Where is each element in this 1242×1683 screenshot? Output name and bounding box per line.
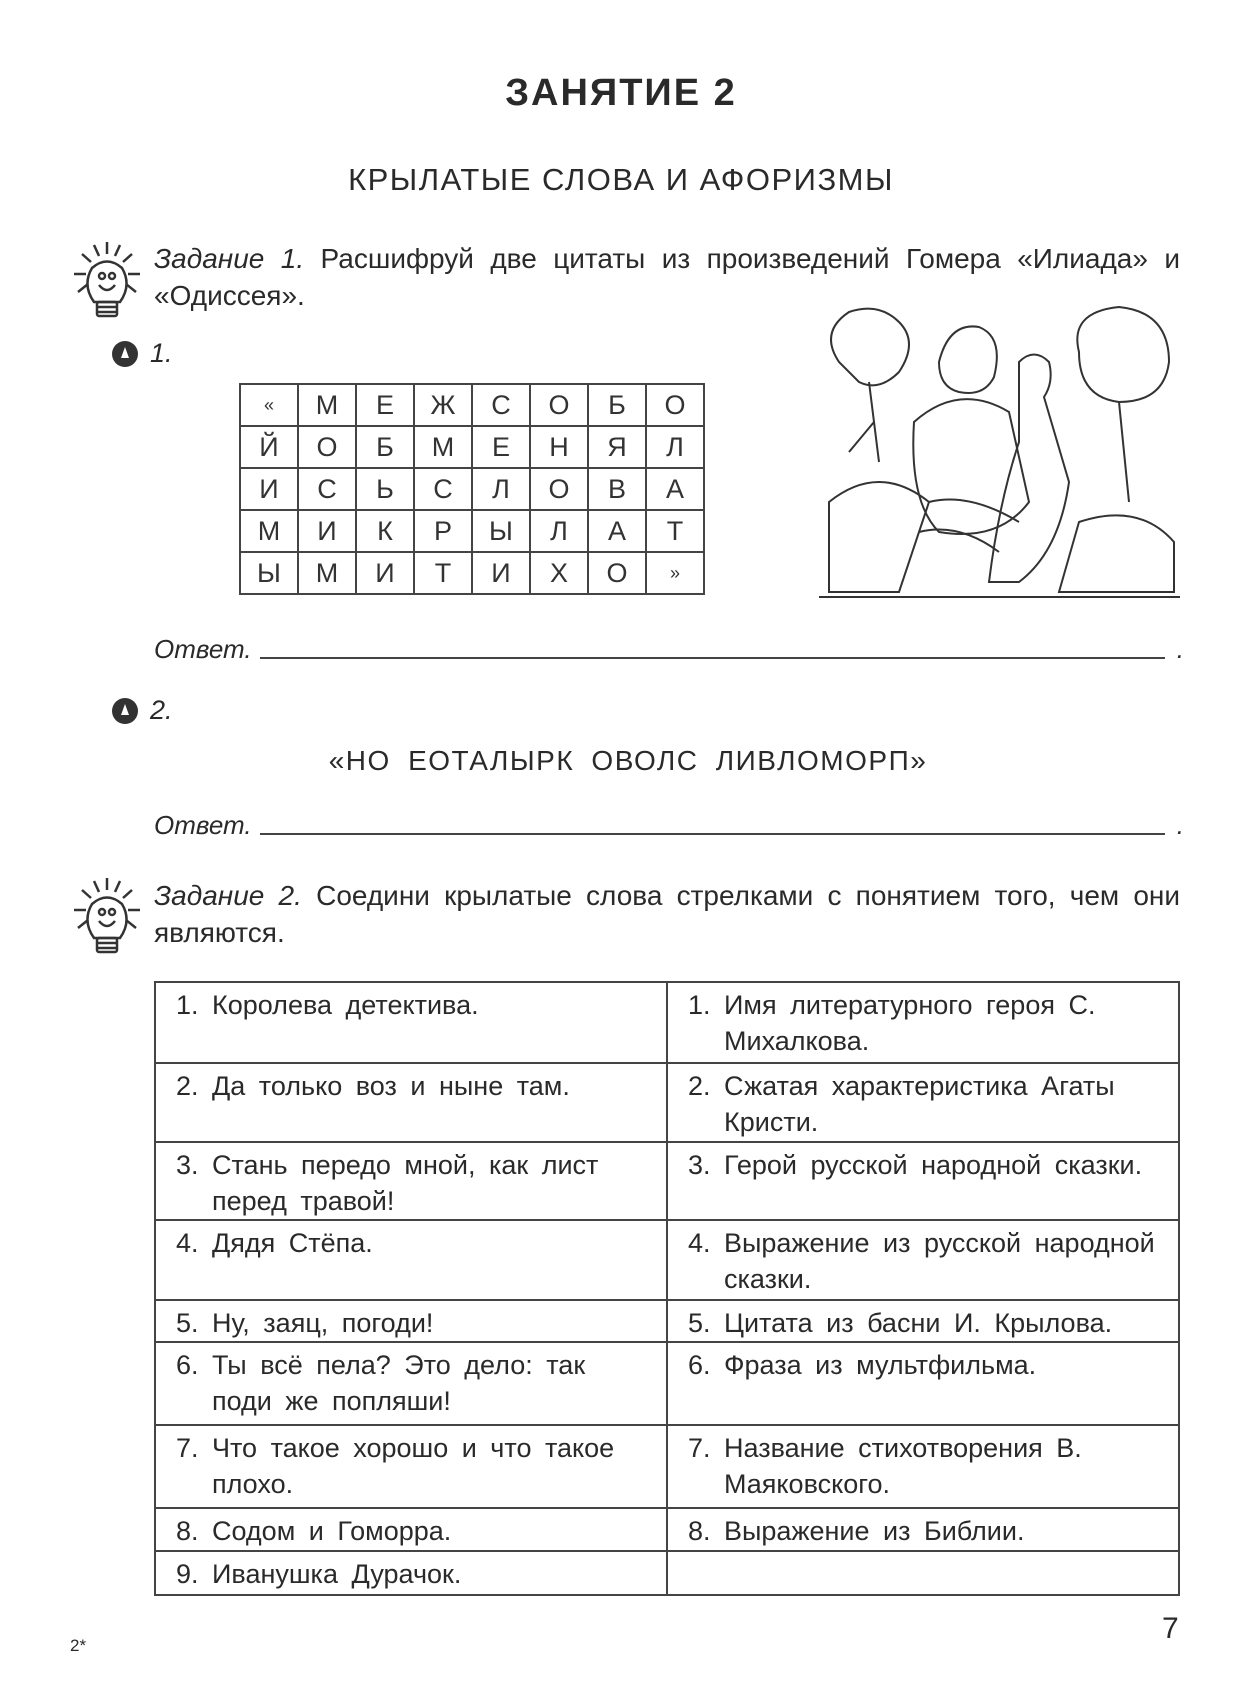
right-cell <box>667 1342 1179 1425</box>
letter-grid <box>239 383 705 595</box>
grid-cell: Х <box>530 552 588 594</box>
grid-cell: С <box>298 468 356 510</box>
grid-cell: Н <box>530 426 588 468</box>
item-number: 4. <box>176 1228 199 1258</box>
grid-cell: Ы <box>472 510 530 552</box>
answer-period: . <box>1176 810 1184 840</box>
table-row <box>155 1142 1179 1220</box>
table-row <box>155 1300 1179 1342</box>
grid-cell: И <box>472 552 530 594</box>
right-cell <box>667 982 1179 1063</box>
left-item-text: Что такое хорошо и что такое плохо. <box>212 1433 615 1499</box>
task1-part2-marker <box>112 695 173 726</box>
grid-cell: Л <box>646 426 704 468</box>
right-cell <box>667 1220 1179 1300</box>
item-number: 7. <box>176 1433 199 1463</box>
left-item-text: Ты всё пела? Это дело: так поди же попляши! <box>212 1350 586 1416</box>
grid-row <box>240 510 704 552</box>
grid-cell: « <box>240 384 298 426</box>
answer-label: Ответ. <box>154 634 252 664</box>
right-item-text: Выражение из русской народной сказки. <box>724 1228 1155 1294</box>
left-cell <box>155 982 667 1063</box>
grid-row <box>240 384 704 426</box>
item-number: 7. <box>688 1433 711 1463</box>
left-item-text: Содом и Гоморра. <box>212 1516 452 1546</box>
table-row <box>155 1508 1179 1551</box>
grid-cell: Б <box>588 384 646 426</box>
item-number: 8. <box>176 1516 199 1546</box>
grid-cell: Л <box>530 510 588 552</box>
item-number: 3. <box>176 1150 199 1180</box>
task2-instructions <box>154 877 1180 951</box>
grid-cell: Е <box>472 426 530 468</box>
grid-cell: О <box>646 384 704 426</box>
right-cell <box>667 1063 1179 1142</box>
answer-1 <box>154 634 1184 665</box>
lightbulb-icon <box>72 240 142 325</box>
grid-cell: О <box>530 384 588 426</box>
lesson-title: ЗАНЯТИЕ 2 <box>505 72 737 114</box>
signature-mark: 2* <box>70 1636 87 1655</box>
grid-cell: А <box>646 468 704 510</box>
grid-cell: А <box>588 510 646 552</box>
grid-cell: М <box>298 384 356 426</box>
left-cell <box>155 1300 667 1342</box>
grid-cell: О <box>298 426 356 468</box>
left-cell <box>155 1342 667 1425</box>
right-item-text: Имя литературного героя С. Михалкова. <box>724 990 1096 1056</box>
right-cell <box>667 1425 1179 1508</box>
homer-illustration <box>819 302 1180 604</box>
item-number: 2. <box>688 1071 711 1101</box>
right-item-text: Фраза из мультфильма. <box>724 1350 1037 1380</box>
grid-cell: М <box>298 552 356 594</box>
task2-text: Соедини крылатые слова стрелками с понятием того, чем они являются. <box>154 880 1180 948</box>
right-cell <box>667 1508 1179 1551</box>
item-number: 8. <box>688 1516 711 1546</box>
right-item-text: Название стихотворения В. Маяковского. <box>724 1433 1082 1499</box>
grid-cell: Е <box>356 384 414 426</box>
grid-cell: И <box>298 510 356 552</box>
grid-cell: О <box>588 552 646 594</box>
grid-row <box>240 426 704 468</box>
left-cell <box>155 1063 667 1142</box>
right-item-text: Цитата из басни И. Крылова. <box>724 1308 1113 1338</box>
task1-text: Расшифруй две цитаты из произведений Гомера «Илиада» и «Одиссея». <box>154 243 1180 311</box>
right-cell <box>667 1551 1179 1595</box>
grid-cell: Т <box>646 510 704 552</box>
item-number: 2. <box>176 1071 199 1101</box>
task1-part1-marker <box>112 338 173 369</box>
right-item-text: Сжатая характеристика Агаты Кристи. <box>724 1071 1115 1137</box>
left-item-text: Иванушка Дурачок. <box>212 1559 462 1589</box>
lesson-subtitle: КРЫЛАТЫЕ СЛОВА И АФОРИЗМЫ <box>348 162 894 197</box>
left-cell <box>155 1508 667 1551</box>
item-number: 5. <box>688 1308 711 1338</box>
lightbulb-icon <box>72 876 142 961</box>
table-row <box>155 982 1179 1063</box>
grid-cell: К <box>356 510 414 552</box>
task2-label: Задание 2. <box>154 880 302 911</box>
item-number: 6. <box>688 1350 711 1380</box>
left-item-text: Да только воз и ныне там. <box>212 1071 570 1101</box>
grid-row <box>240 552 704 594</box>
grid-cell: » <box>646 552 704 594</box>
table-row <box>155 1220 1179 1300</box>
left-item-text: Ну, заяц, погоди! <box>212 1308 434 1338</box>
part2-label: 2. <box>150 695 173 725</box>
left-item-text: Королева детектива. <box>212 990 479 1020</box>
right-cell <box>667 1300 1179 1342</box>
grid-cell: Ж <box>414 384 472 426</box>
table-row <box>155 1063 1179 1142</box>
grid-cell: С <box>414 468 472 510</box>
grid-cell: М <box>240 510 298 552</box>
part1-label: 1. <box>150 338 173 368</box>
item-number: 5. <box>176 1308 199 1338</box>
left-item-text: Дядя Стёпа. <box>212 1228 373 1258</box>
grid-cell: Я <box>588 426 646 468</box>
left-cell <box>155 1142 667 1220</box>
item-number: 3. <box>688 1150 711 1180</box>
right-cell <box>667 1142 1179 1220</box>
page-number: 7 <box>1162 1612 1179 1645</box>
level-triangle-icon <box>112 698 138 724</box>
left-cell <box>155 1220 667 1300</box>
grid-cell: В <box>588 468 646 510</box>
grid-cell: Й <box>240 426 298 468</box>
answer-2-input-line[interactable] <box>260 832 1165 835</box>
right-item-text: Герой русской народной сказки. <box>724 1150 1143 1180</box>
left-cell <box>155 1425 667 1508</box>
grid-cell: О <box>530 468 588 510</box>
answer-2 <box>154 810 1184 841</box>
grid-cell: Ь <box>356 468 414 510</box>
left-cell <box>155 1551 667 1595</box>
item-number: 6. <box>176 1350 199 1380</box>
grid-cell: Р <box>414 510 472 552</box>
grid-cell: М <box>414 426 472 468</box>
item-number: 1. <box>176 990 199 1020</box>
item-number: 1. <box>688 990 711 1020</box>
table-row <box>155 1425 1179 1508</box>
left-item-text: Стань передо мной, как лист перед травой! <box>212 1150 599 1216</box>
grid-cell: И <box>356 552 414 594</box>
grid-cell: С <box>472 384 530 426</box>
grid-cell: Ы <box>240 552 298 594</box>
table-row <box>155 1551 1179 1595</box>
item-number: 4. <box>688 1228 711 1258</box>
matching-table <box>154 981 1180 1596</box>
answer-period: . <box>1176 634 1184 664</box>
grid-cell: Л <box>472 468 530 510</box>
answer-1-input-line[interactable] <box>260 656 1165 659</box>
grid-cell: Т <box>414 552 472 594</box>
task1-label: Задание 1. <box>154 243 305 274</box>
answer-label: Ответ. <box>154 810 252 840</box>
grid-cell: И <box>240 468 298 510</box>
grid-cell: Б <box>356 426 414 468</box>
table-row <box>155 1342 1179 1425</box>
item-number: 9. <box>176 1559 199 1589</box>
grid-row <box>240 468 704 510</box>
level-triangle-icon <box>112 341 138 367</box>
right-item-text: Выражение из Библии. <box>724 1516 1025 1546</box>
cipher-text: «НО ЕОТАЛЫРК ОВОЛС ЛИВЛОМОРП» <box>328 745 928 776</box>
